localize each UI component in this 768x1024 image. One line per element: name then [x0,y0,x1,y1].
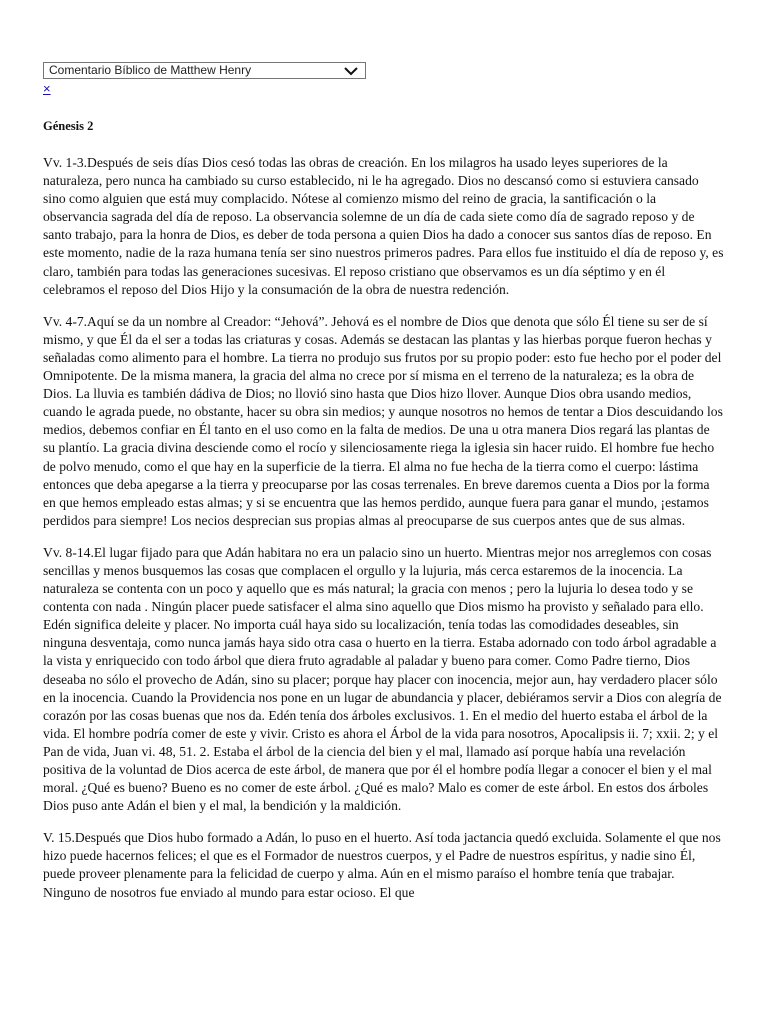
close-link[interactable]: × [43,81,51,96]
paragraph-vv-8-14: Vv. 8-14.El lugar fijado para que Adán habitara no era un palacio sino un huerto. Mientras mejor nos arreglemos con cosas sencillas y menos busquemos las cosas que complacen el orgullo y la lujuria, más cerca estaremos de la inocencia. La naturaleza se contenta con un poco y aquello que es más natural; la gracia con menos ; pero la lujuria lo desea todo y se contenta con nada . Ningún placer puede satisfacer el alma sino aquello que Dios mismo ha provisto y señalado para ello. Edén significa deleite y placer. No importa cuál haya sido su localización, tenía todas las comodidades deseables, sin ninguna desventaja, como nunca jamás haya sido otra casa o huerto en la tierra. Estaba adornado con todo árbol agradable a la vista y enriquecido con todo árbol que diera fruto agradable al paladar y bueno para comer. Como Padre tierno, Dios deseaba no sólo el provecho de Adán, sino su placer; porque hay placer con inocencia, mejor aun, hay verdadero placer sólo en la inocencia. Cuando la Providencia nos pone en un lugar de abundancia y placer, debiéramos servir a Dios con alegría de corazón por las cosas buenas que nos da. Edén tenía dos árboles exclusivos. 1. En el medio del huerto estaba el árbol de la vida. El hombre podría comer de este y vivir. Cristo es ahora el Árbol de la vida para nosotros, Apocalipsis ii. 7; xxii. 2; y el Pan de vida, Juan vi. 48, 51. 2. Estaba el árbol de la ciencia del bien y el mal, llamado así porque había una revelación positiva de la voluntad de Dios acerca de este árbol, de manera que por él el hombre podía llegar a conocer el bien y el mal moral. ¿Qué es bueno? Bueno es no comer de este árbol. ¿Qué es malo? Malo es comer de este árbol. En estos dos árboles Dios puso ante Adán el bien y el mal, la bendición y la maldición. [43,544,722,814]
commentary-body [43,154,724,916]
chevron-down-icon [343,65,359,77]
paragraph-vv-4-7: Vv. 4-7.Aquí se da un nombre al Creador: “Jehová”. Jehová es el nombre de Dios que denota que sólo Él tiene su ser de sí mismo, y que Él da el ser a todas las criaturas y cosas. Además se destacan las plantas y las hierbas porque fueron hechas y señaladas como alimento para el hombre. La tierra no produjo sus frutos por su propio poder: esto fue hecho por el poder del Omnipotente. De la misma manera, la gracia del alma no crece por sí misma en el terreno de la naturaleza; es la obra de Dios. La lluvia es también dádiva de Dios; no llovió sino hasta que Dios hizo llover. Aunque Dios obra usando medios, cuando le agrada puede, no obstante, hacer su obra sin medios; y aunque nosotros no hemos de tentar a Dios descuidando los medios, debemos confiar en Él tanto en el uso como en la falta de medios. De una u otra manera Dios regará las plantas de su plantío. La gracia divina desciende como el rocío y silenciosamente riega la iglesia sin hacer ruido. El hombre fue hecho de polvo menudo, como el que hay en la superficie de la tierra. El alma no fue hecha de la tierra como el cuerpo: lástima entonces que deba apegarse a la tierra y preocuparse por las cosas terrenales. En breve daremos cuenta a Dios por la forma en que hemos empleado estas almas; y si se encuentra que las hemos perdido, aunque fuera para ganar el mundo, ¡estamos perdidos para siempre! Los necios desprecian sus propias almas al preocuparse de sus cuerpos antes que de sus almas. [43,313,723,528]
page-title: Génesis 2 [43,119,94,133]
commentary-select[interactable] [43,62,366,79]
paragraph-v-15: V. 15.Después que Dios hubo formado a Adán, lo puso en el huerto. Así toda jactancia quedó excluida. Solamente el que nos hizo puede hacernos felices; el que es el Formador de nuestros cuerpos, y el Padre de nuestros espíritus, y nadie sino Él, puede proveer plenamente para la felicidad de cuerpo y alma. Aún en el mismo paraíso el hombre tenía que trabajar. Ninguno de nosotros fue enviado al mundo para estar ocioso. El que [43,830,721,900]
paragraph-vv-1-3: Vv. 1-3.Después de seis días Dios cesó todas las obras de creación. En los milagros ha usado leyes superiores de la naturaleza, pero nunca ha cambiado su curso establecido, ni le ha agregado. Dios no descansó como si estuviera cansado sino como alguien que está muy complacido. Nótese al comienzo mismo del reino de gracia, la santificación o la observancia sagrada del día de reposo. La observancia solemne de un día de cada siete como día de sagrado reposo y de santo trabajo, para la honra de Dios, es deber de toda persona a quien Dios ha dado a conocer sus santos días de reposo. En este momento, nadie de la raza humana tenía ser sino nuestros primeros padres. Para ellos fue instituido el día de reposo y, es claro, también para todas las generaciones sucesivas. El reposo cristiano que observamos es un día séptimo y en él celebramos el reposo del Dios Hijo y la consumación de la obra de nuestra redención. [43,155,724,297]
commentary-select-value: Comentario Bíblico de Matthew Henry [49,63,252,77]
